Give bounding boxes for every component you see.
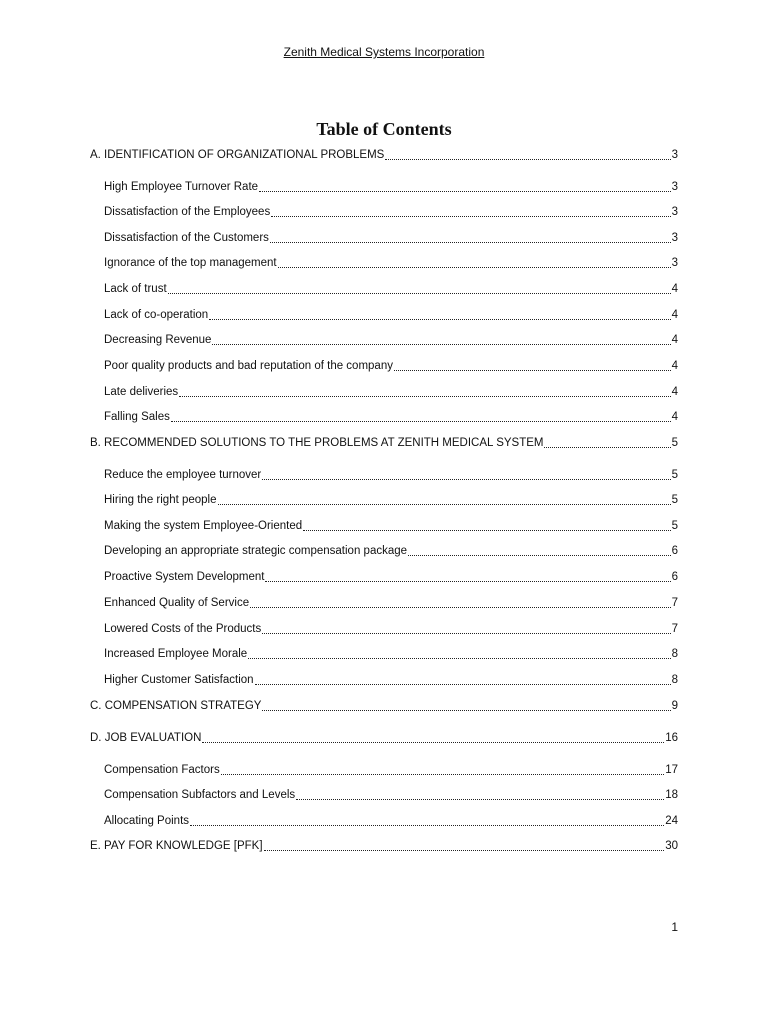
- toc-entry-page: 7: [671, 597, 678, 609]
- toc-entry-page: 3: [671, 181, 678, 193]
- toc-entry-page: 3: [671, 257, 678, 269]
- toc-dot-leader: [221, 773, 665, 775]
- toc-section-entry[interactable]: [90, 833, 678, 853]
- toc-dot-leader: [212, 343, 670, 345]
- toc-subsection-entry[interactable]: [104, 616, 678, 636]
- toc-entry-label: Dissatisfaction of the Employees: [104, 206, 271, 218]
- toc-entry-page: 5: [671, 437, 678, 449]
- toc-dot-leader: [248, 657, 670, 659]
- toc-dot-leader: [262, 709, 670, 711]
- toc-entry-label: Lack of co-operation: [104, 309, 209, 321]
- toc-dot-leader: [250, 606, 670, 608]
- toc-section-entry[interactable]: [90, 725, 678, 745]
- toc-entry-label: Compensation Factors: [104, 764, 220, 776]
- toc-subsection-entry[interactable]: [104, 667, 678, 687]
- toc-entry-page: 4: [671, 334, 678, 346]
- toc-dot-leader: [262, 478, 670, 480]
- toc-entry-page: 3: [671, 149, 678, 161]
- toc-subsection-entry[interactable]: [104, 302, 678, 322]
- toc-subsection-entry[interactable]: [104, 174, 678, 194]
- toc-entry-label: Lowered Costs of the Products: [104, 623, 262, 635]
- toc-entry-label: Higher Customer Satisfaction: [104, 674, 254, 686]
- toc-title: Table of Contents: [316, 119, 452, 139]
- toc-entry-page: 16: [665, 732, 678, 744]
- toc-dot-leader: [259, 190, 671, 192]
- toc-entry-page: 3: [671, 206, 678, 218]
- toc-entry-page: 6: [671, 571, 678, 583]
- toc-entry-page: 18: [665, 789, 678, 801]
- toc-entry-label: Lack of trust: [104, 283, 167, 295]
- toc-entry-label: Compensation Subfactors and Levels: [104, 789, 296, 801]
- toc-subsection-entry[interactable]: [104, 276, 678, 296]
- toc-entry-label: Dissatisfaction of the Customers: [104, 232, 269, 244]
- toc-subsection-entry[interactable]: [104, 564, 678, 584]
- toc-entry-page: 24: [665, 815, 678, 827]
- toc-subsection-entry[interactable]: [104, 379, 678, 399]
- toc-entry-label: Increased Employee Morale: [104, 648, 248, 660]
- toc-entry-page: 30: [665, 840, 678, 852]
- toc-entry-page: 6: [671, 545, 678, 557]
- page-number: 1: [671, 920, 678, 934]
- toc-entry-label: Falling Sales: [104, 411, 170, 423]
- toc-entry-page: 3: [671, 232, 678, 244]
- toc-entry-label: Decreasing Revenue: [104, 334, 212, 346]
- toc-entry-page: 5: [671, 469, 678, 481]
- toc-subsection-entry[interactable]: [104, 404, 678, 424]
- toc-entry-label: Hiring the right people: [104, 494, 217, 506]
- toc-entry-label: A. IDENTIFICATION OF ORGANIZATIONAL PROBLEMS: [90, 149, 385, 161]
- toc-entry-label: Making the system Employee-Oriented: [104, 520, 303, 532]
- toc-dot-leader: [255, 683, 671, 685]
- toc-dot-leader: [544, 446, 670, 448]
- toc-subsection-entry[interactable]: [104, 538, 678, 558]
- toc-entry-label: Proactive System Development: [104, 571, 265, 583]
- toc-dot-leader: [218, 503, 671, 505]
- toc-entry-page: 7: [671, 623, 678, 635]
- toc-entry-label: Late deliveries: [104, 386, 179, 398]
- toc-entry-page: 5: [671, 494, 678, 506]
- toc-dot-leader: [303, 529, 670, 531]
- toc-entry-label: Ignorance of the top management: [104, 257, 277, 269]
- toc-dot-leader: [408, 554, 671, 556]
- toc-dot-leader: [209, 318, 670, 320]
- toc-dot-leader: [264, 849, 665, 851]
- toc-dot-leader: [278, 266, 671, 268]
- toc-entry-page: 5: [671, 520, 678, 532]
- toc-dot-leader: [394, 369, 671, 371]
- toc-entry-page: 8: [671, 648, 678, 660]
- toc-entry-page: 4: [671, 411, 678, 423]
- toc-entry-label: Reduce the employee turnover: [104, 469, 262, 481]
- toc-entry-label: Poor quality products and bad reputation of the company: [104, 360, 393, 372]
- toc-subsection-entry[interactable]: [104, 782, 678, 802]
- toc-entry-label: B. RECOMMENDED SOLUTIONS TO THE PROBLEMS AT ZENITH MEDICAL SYSTEM: [90, 437, 544, 449]
- toc-dot-leader: [262, 632, 670, 634]
- toc-dot-leader: [271, 215, 670, 217]
- toc-subsection-entry[interactable]: [104, 327, 678, 347]
- toc-section-entry[interactable]: [90, 430, 678, 450]
- toc-entry-label: Enhanced Quality of Service: [104, 597, 250, 609]
- toc-subsection-entry[interactable]: [104, 641, 678, 661]
- toc-subsection-entry[interactable]: [104, 757, 678, 777]
- toc-subsection-entry[interactable]: [104, 199, 678, 219]
- toc-entry-page: 4: [671, 283, 678, 295]
- toc-dot-leader: [179, 395, 670, 397]
- toc-entry-page: 4: [671, 386, 678, 398]
- toc-entry-label: Allocating Points: [104, 815, 190, 827]
- toc-entry-page: 17: [665, 764, 678, 776]
- toc-dot-leader: [385, 158, 670, 160]
- toc-subsection-entry[interactable]: [104, 250, 678, 270]
- toc-dot-leader: [202, 741, 664, 743]
- toc-entry-page: 9: [671, 700, 678, 712]
- toc-section-entry[interactable]: [90, 693, 678, 713]
- toc-entry-label: E. PAY FOR KNOWLEDGE [PFK]: [90, 840, 263, 852]
- toc-entry-page: 4: [671, 360, 678, 372]
- toc-dot-leader: [171, 420, 671, 422]
- toc-entry-page: 4: [671, 309, 678, 321]
- toc-entry-label: D. JOB EVALUATION: [90, 732, 202, 744]
- toc-subsection-entry[interactable]: [104, 462, 678, 482]
- toc-subsection-entry[interactable]: [104, 808, 678, 828]
- page-header: Zenith Medical Systems Incorporation: [283, 45, 485, 59]
- toc-subsection-entry[interactable]: [104, 590, 678, 610]
- toc-entry-label: Developing an appropriate strategic compensation package: [104, 545, 408, 557]
- toc-dot-leader: [296, 798, 664, 800]
- toc-subsection-entry[interactable]: [104, 513, 678, 533]
- toc-section-entry[interactable]: [90, 142, 678, 162]
- toc-entry-label: C. COMPENSATION STRATEGY: [90, 700, 262, 712]
- toc-subsection-entry[interactable]: [104, 487, 678, 507]
- toc-dot-leader: [265, 580, 670, 582]
- toc-entry-page: 8: [671, 674, 678, 686]
- toc-subsection-entry[interactable]: [104, 225, 678, 245]
- toc-dot-leader: [270, 241, 671, 243]
- toc-dot-leader: [190, 824, 664, 826]
- toc-subsection-entry[interactable]: [104, 353, 678, 373]
- toc-dot-leader: [168, 292, 671, 294]
- toc-entry-label: High Employee Turnover Rate: [104, 181, 259, 193]
